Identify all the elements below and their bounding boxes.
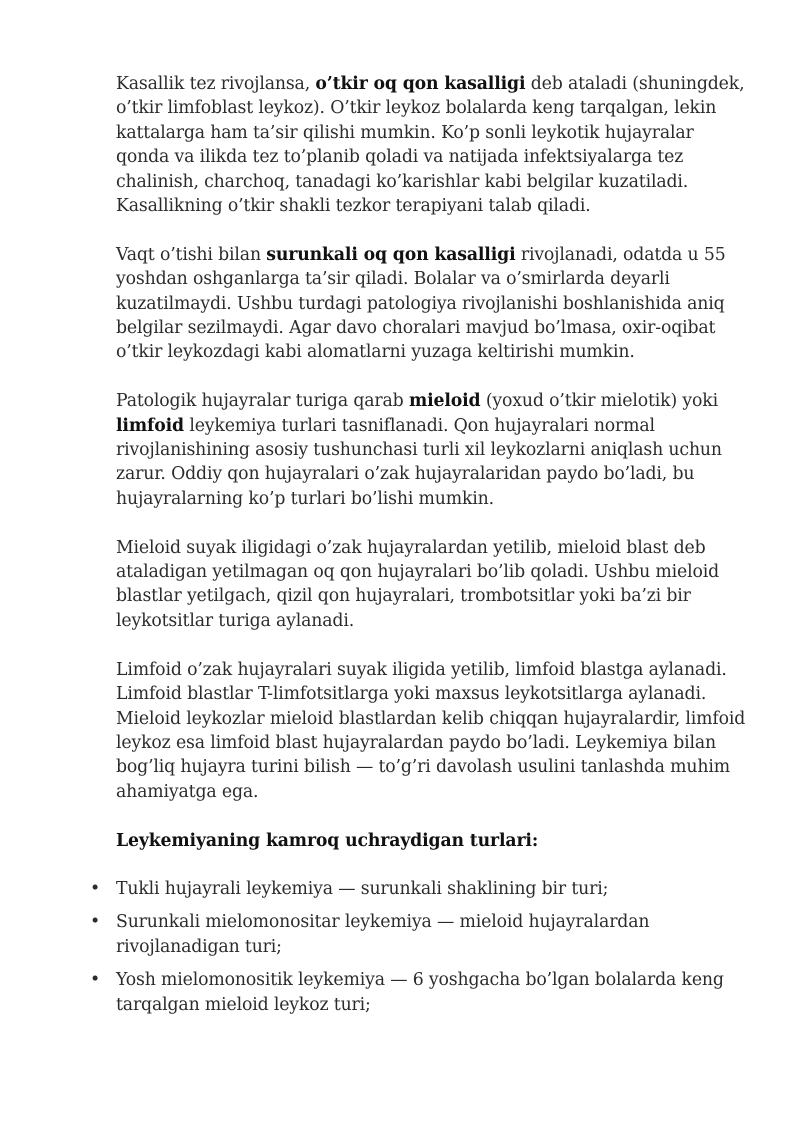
bullet-icon: • <box>90 970 101 991</box>
paragraph-myeloid: Mieloid suyak iligidagi o’zak hujayralardan yetilib, mieloid blast deb ataladigan yetilmagan oq qon hujayralari bo’lib qoladi. Ushbu mieloid blastlar yetilgach, qizil qon hujayralari, trombotsitlar yoki ba’zi bir leykotsitlar turiga aylanadi. <box>116 537 720 631</box>
term-myeloid: mieloid <box>408 391 481 412</box>
term-lymphoid: limfoid <box>116 415 184 436</box>
list-item: • Surunkali mielomonositar leykemiya — mieloid hujayralardan rivojlanadigan turi; <box>90 912 650 957</box>
document-body <box>90 72 746 1026</box>
paragraph-chronic-leukemia: Vaqt o’tishi bilan surunkali oq qon kasalligi rivojlanadi, odatda u 55 yoshdan oshganlarga ta’sir qiladi. Bolalar va o’smirlarda deyarli kuzatilmaydi. Ushbu turdagi patologiya rivojlanishi boshlanishida aniq belgilar sezilmaydi. Agar davo choralari mavjud bo’lmasa, oxir-oqibat o’tkir leykozdagi kabi alomatlarni yuzaga keltirishi mumkin. <box>116 244 726 363</box>
bullet-icon: • <box>90 912 101 933</box>
section-heading: Leykemiyaning kamroq uchraydigan turlari: <box>116 830 539 851</box>
paragraph-classification: Patologik hujayralar turiga qarab mieloid (yoxud o’tkir mielotik) yoki limfoid leykemiya turlari tasniflanadi. Qon hujayralari normal rivojlanishining asosiy tushunchasi turli xil leykozlarni aniqlash uchun zarur. Oddiy qon hujayralari o’zak hujayralaridan paydo bo’ladi, bu hujayralarning ko’p turlari bo’lishi mumkin. <box>116 391 722 509</box>
list-item: • Tukli hujayrali leykemiya — surunkali shaklining bir turi; <box>116 877 746 901</box>
rare-types-list <box>90 877 746 1017</box>
term-acute-leukemia: o’tkir oq qon kasalligi <box>315 74 526 94</box>
bullet-icon: • <box>90 878 101 899</box>
term-chronic-leukemia: surunkali oq qon kasalligi <box>266 244 516 265</box>
paragraph-lymphoid: Limfoid o’zak hujayralari suyak iligida yetilib, limfoid blastga aylanadi. Limfoid blastlar T-limfotsitlarga yoki maxsus leykotsitlarga aylanadi. Mieloid leykozlar mieloid blastlardan kelib chiqqan hujayralardir, limfoid leykoz esa limfoid blast hujayralardan paydo bo’ladi. Leykemiya bilan bog’liq hujayra turini bilish — to’g’ri davolash usulini tanlashda muhim ahamiyatga ega. <box>116 659 746 802</box>
list-item: • Yosh mielomonositik leykemiya — 6 yoshgacha bo’lgan bolalarda keng tarqalgan mieloid leykoz turi; <box>90 970 724 1015</box>
paragraph-acute-leukemia: Kasallik tez rivojlansa, o’tkir oq qon kasalligi deb ataladi (shuningdek, o’tkir limfoblast leykoz). O’tkir leykoz bolalarda keng tarqalgan, lekin kattalarga ham ta’sir qilishi mumkin. Ko’p sonli leykotik hujayralar qonda va ilikda tez to’planib qoladi va natijada infektsiyalarga tez chalinish, charchoq, tanadagi ko’karishlar kabi belgilar kuzatiladi. Kasallikning o’tkir shakli tezkor terapiyani talab qiladi. <box>116 74 745 217</box>
